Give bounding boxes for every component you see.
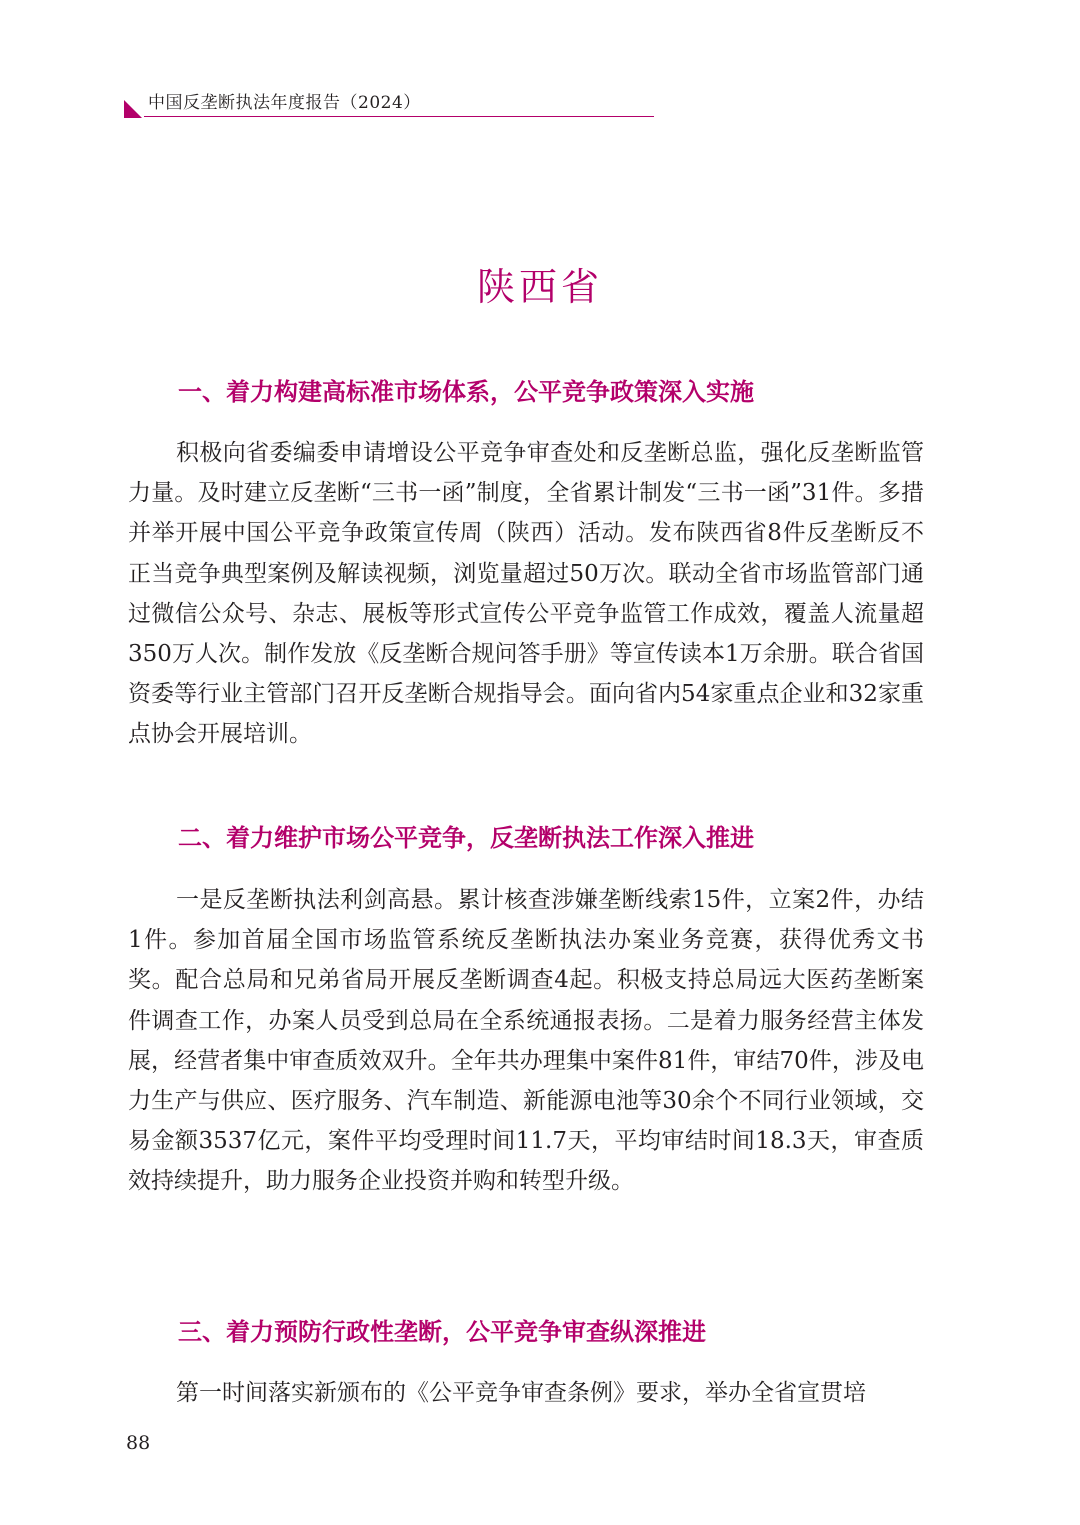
header-triangle-icon xyxy=(124,100,142,118)
section-heading-3: 三、着力预防行政性垄断，公平竞争审查纵深推进 xyxy=(178,1318,706,1346)
running-header xyxy=(124,86,654,118)
section-paragraph-2: 一是反垄断执法利剑高悬。累计核查涉嫌垄断线索15件，立案2件，办结1件。参加首届全国市场监管系统反垄断执法办案业务竞赛，获得优秀文书奖。配合总局和兄弟省局开展反垄断调查4起。积极支持总局远大医药垄断案件调查工作，办案人员受到总局在全系统通报表扬。二是着力服务经营主体发展，经营者集中审查质效双升。全年共办理集中案件81件，审结70件，涉及电力生产与供应、医疗服务、汽车制造、新能源电池等30余个不同行业领域，交易金额3537亿元，案件平均受理时间11.7天，平均审结时间18.3天，审查质效持续提升，助力服务企业投资并购和转型升级。 xyxy=(128,887,924,1195)
running-title: 中国反垄断执法年度报告（2024） xyxy=(148,93,421,113)
section-heading-1: 一、着力构建高标准市场体系，公平竞争政策深入实施 xyxy=(178,378,754,406)
page-number: 88 xyxy=(126,1432,151,1454)
section-paragraph-3: 第一时间落实新颁布的《公平竞争审查条例》要求，举办全省宣贯培 xyxy=(176,1380,866,1406)
header-rule xyxy=(144,116,654,117)
section-paragraph-1: 积极向省委编委申请增设公平竞争审查处和反垄断总监，强化反垄断监管力量。及时建立反垄断“三书一函”制度，全省累计制发“三书一函”31件。多措并举开展中国公平竞争政策宣传周（陕西）活动。发布陕西省8件反垄断反不正当竞争典型案例及解读视频，浏览量超过50万次。联动全省市场监管部门通过微信公众号、杂志、展板等形式宣传公平竞争监管工作成效，覆盖人流量超350万人次。制作发放《反垄断合规问答手册》等宣传读本1万余册。联合省国资委等行业主管部门召开反垄断合规指导会。面向省内54家重点企业和32家重点协会开展培训。 xyxy=(128,440,924,748)
section-heading-2: 二、着力维护市场公平竞争，反垄断执法工作深入推进 xyxy=(178,824,754,852)
page-title: 陕西省 xyxy=(476,265,603,309)
